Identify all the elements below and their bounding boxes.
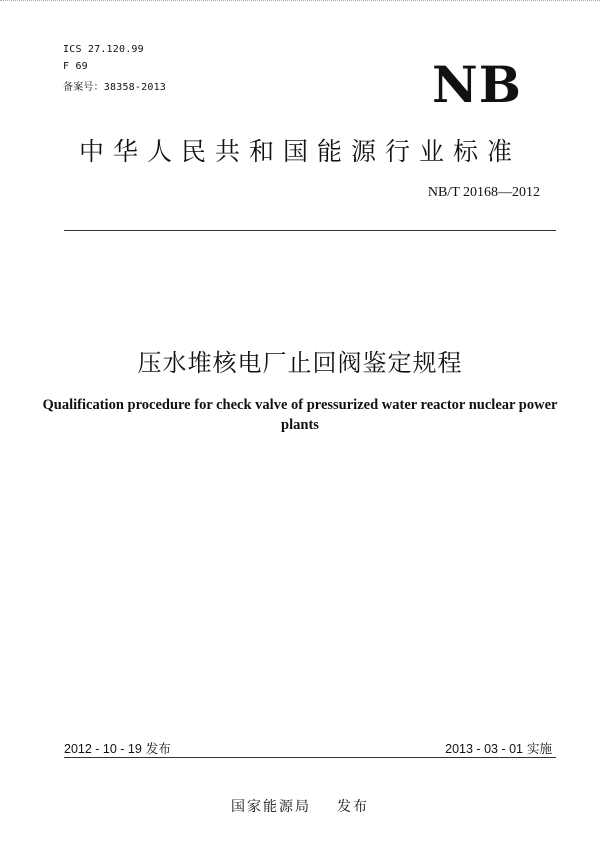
publisher-name: 国家能源局 <box>231 799 311 815</box>
implementation-label: 实施 <box>526 741 552 756</box>
implementation-date-block <box>445 739 552 757</box>
ics-code: ICS 27.120.99 <box>63 44 144 55</box>
header-divider <box>64 230 556 231</box>
standard-number: NB/T 20168—2012 <box>427 185 540 200</box>
issue-label: 发布 <box>145 741 171 756</box>
publish-label: 发布 <box>337 799 369 815</box>
document-title-english: Qualification procedure for check valve of pressurized water reactor nuclear power plants <box>42 397 558 433</box>
implementation-date: 2013 - 03 - 01 <box>445 742 523 756</box>
standard-category-title: 中华人民共和国能源行业标准 <box>78 137 521 166</box>
footer-divider <box>64 757 556 758</box>
issue-date: 2012 - 10 - 19 <box>64 742 142 756</box>
issue-date-block <box>64 739 171 757</box>
record-number: 备案号：38358-2013 <box>63 82 167 93</box>
publisher-line <box>0 796 600 816</box>
classification-code: F 69 <box>63 61 88 72</box>
document-title-chinese: 压水堆核电厂止回阀鉴定规程 <box>137 349 463 377</box>
scan-top-edge <box>0 0 600 4</box>
nb-logo: NB <box>432 55 522 114</box>
